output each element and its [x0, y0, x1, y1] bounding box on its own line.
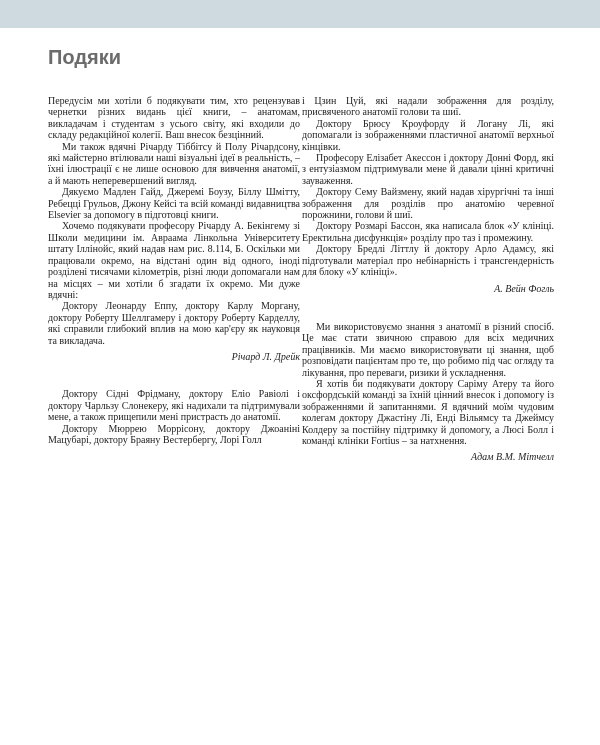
paragraph: Доктору Розмарі Бассон, яка написала блок «У клініці. Еректильна дисфункція» розділу про таз і промежину.	[302, 221, 554, 244]
paragraph: Ми також вдячні Річарду Тіббітсу й Полу Річардсону, які майстерно втілювали наші візуальні ідеї в реальність, – їхні ілюстрації є не лише основою для вивчення анатомії, а й мають неперевершений вигляд.	[48, 141, 300, 187]
paragraph: Доктору Сідні Фрідману, доктору Еліо Равіолі і доктору Чарльзу Слонекеру, які надихали та підтримували мене, а також прищепили мені пристрасть до анатомії.	[48, 389, 300, 424]
paragraph: Доктору Бредлі Літтлу й доктору Арло Адамсу, які підготували матеріал про небінарність і трансгендерність для блоку «У клініці».	[302, 244, 554, 279]
paragraph: Професору Елізабет Акессон і доктору Донні Форд, які з ентузіазмом підтримували мене й давали цінні критичні зауваження.	[302, 153, 554, 187]
header-band	[0, 0, 600, 28]
paragraph: Доктору Леонарду Еппу, доктору Карлу Моргану, доктору Роберту Шеллгамеру і доктору Роберту Карделлу, які справили глибокий вплив на мою кар'єру як науковця та викладача.	[48, 301, 300, 347]
paragraph: Доктору Мюррею Моррісону, доктору Джоаніні Мацубарі, доктору Браяну Вестербергу, Лорі Голл	[48, 423, 300, 446]
signature-mitchell: Адам В.М. Мітчелл	[471, 452, 554, 464]
paragraph: і Цзин Цуй, які надали зображення для розділу, присвяченого анатомії голови та шиї.	[302, 96, 554, 119]
paragraph: Дякуємо Мадлен Гайд, Джеремі Боузу, Біллу Шмітту, Ребецці Грульов, Джону Кейсі та всій команді видавництва Elsevier за допомогу в підготовці книги.	[48, 187, 300, 222]
signature-vogl: А. Вейн Фогль	[494, 283, 554, 295]
paragraph: Доктору Сему Вайзмену, який надав хірургічні та інші зображення для розділів про анатомію черевної порожнини, голови й шиї.	[302, 187, 554, 222]
paragraph: Доктору Брюсу Кроуфорду й Логану Лі, які допомагали із зображеннями пластичної анатомії верхньої кінцівки.	[302, 118, 554, 153]
paragraph: Я хотів би подякувати доктору Саріму Атеру та його оксфордській команді за їхній цінний внесок і допомогу із зображеннями й запитаннями. Я вдячний моїм чудовим колегам доктору Джастіну Лі, Енді Вільямсу та Джеймсу Колдеру за постійну підтримку й допомогу, а Люсі Болл і команді клініки Fortius – за натхнення.	[302, 378, 554, 447]
section-gap	[302, 295, 554, 322]
left-column	[48, 96, 300, 446]
page-title: Подяки	[48, 47, 121, 69]
paragraph: Ми використовуємо знання з анатомії в різний спосіб. Це має стати звичною справою для всіх медичних працівників. Ми маємо використовувати ці знання, щоб розповідати пацієнтам про те, що робимо під час огляду та лікування, про переваги, ризики й ускладнення.	[302, 321, 554, 379]
section-gap	[48, 363, 300, 389]
paragraph: Хочемо подякувати професору Річарду А. Бекінгему зі Школи медицини ім. Авраама Лінкольна Університету штату Іллінойс, який надав нам рис. 8.114, Б. Оскільки ми працювали окремо, на відстані один від одного, іноді розділені тисячами кілометрів, різні люди допомагали нам на місцях – ми хотіли б згадати їх окремо. Ми дуже вдячні:	[48, 221, 300, 301]
right-column	[302, 96, 554, 464]
signature-drake: Річард Л. Дрейк	[231, 351, 300, 363]
paragraph: Передусім ми хотіли б подякувати тим, хто рецензував чернетки різних видань цієї книги, – анатомам, викладачам і студентам з усього світу, які входили до складу редакційної колегії. Ваш внесок безцінний.	[48, 96, 300, 142]
